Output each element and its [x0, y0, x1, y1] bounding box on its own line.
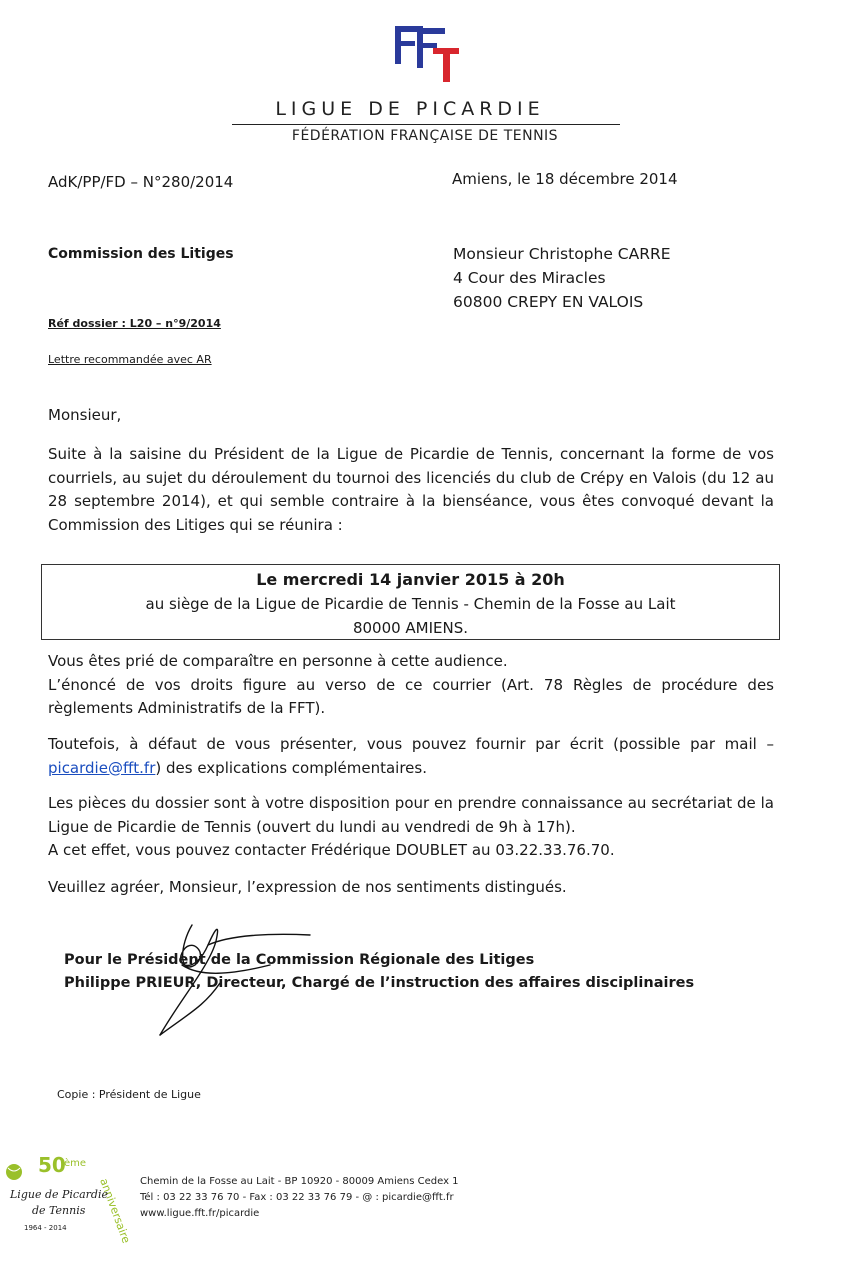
signatory-line-2: Philippe PRIEUR, Directeur, Chargé de l’instruction des affaires disciplinaires: [64, 975, 695, 991]
anniversary-number: 50: [38, 1153, 66, 1177]
footer-contact: Tél : 03 22 33 76 70 - Fax : 03 22 33 76 79 - @ : picardie@fft.fr: [140, 1192, 454, 1203]
recipient-street: 4 Cour des Miracles: [453, 269, 606, 287]
meeting-place: au siège de la Ligue de Picardie de Tennis - Chemin de la Fosse au Lait: [145, 595, 676, 613]
salutation: Monsieur,: [48, 406, 122, 424]
anniversary-script-1: Ligue de Picardie: [10, 1188, 108, 1201]
anniversary-suffix: ème: [64, 1158, 87, 1169]
email-link[interactable]: picardie@fft.fr: [48, 758, 156, 777]
anniversary-logo: [2, 1150, 133, 1255]
contact-line: A cet effet, vous pouvez contacter Frédérique DOUBLET au 03.22.33.76.70.: [48, 841, 615, 859]
anniversary-script-2: de Tennis: [32, 1204, 86, 1217]
footer-website[interactable]: www.ligue.fft.fr/picardie: [140, 1208, 260, 1219]
footer-address: Chemin de la Fosse au Lait - BP 10920 - 80009 Amiens Cedex 1: [140, 1176, 459, 1187]
registered-mail-note: Lettre recommandée avec AR: [48, 353, 212, 366]
closing-formula: Veuillez agréer, Monsieur, l’expression de nos sentiments distingués.: [48, 878, 567, 896]
paragraph-convocation: Suite à la saisine du Président de la Ligue de Picardie de Tennis, concernant la forme de vos courriels, au sujet du déroulement du tournoi des licenciés du club de Crépy en Valois (du 12 au 28 septembre 2014), et qui semble contraire à la bienséance, vous êtes convoqué devant la Commission des Litiges qui se réunira :: [48, 445, 774, 534]
documents-line: Les pièces du dossier sont à votre disposition pour en prendre connaissance au secrétariat de la Ligue de Picardie de Tennis (ouvert du lundi au vendredi de 9h à 17h).: [48, 794, 774, 836]
place-date: Amiens, le 18 décembre 2014: [452, 170, 678, 188]
appearance-line: Vous êtes prié de comparaître en personne à cette audience.: [48, 652, 508, 670]
commission-title: Commission des Litiges: [48, 246, 234, 262]
recipient-city: 60800 CREPY EN VALOIS: [453, 293, 644, 311]
meeting-box: [41, 564, 780, 640]
anniversary-word: anniversaire: [97, 1176, 133, 1246]
meeting-date: Le mercredi 14 janvier 2015 à 20h: [256, 570, 565, 589]
dossier-reference: Réf dossier : L20 – n°9/2014: [48, 317, 221, 330]
header-divider: [232, 124, 620, 125]
paragraph-documents: [48, 792, 774, 863]
paragraph-rights: [48, 650, 774, 721]
written-text-after: ) des explications complémentaires.: [155, 758, 427, 777]
rights-line: L’énoncé de vos droits figure au verso de ce courrier (Art. 78 Règles de procédure des règlements Administratifs de la FFT).: [48, 675, 774, 717]
federation-name: FÉDÉRATION FRANÇAISE DE TENNIS: [291, 128, 559, 144]
recipient-name: Monsieur Christophe CARRE: [453, 245, 671, 263]
meeting-city: 80000 AMIENS.: [352, 619, 469, 637]
copy-note: Copie : Président de Ligue: [57, 1088, 201, 1101]
fft-logo: [395, 26, 465, 86]
footer-block: [140, 1174, 459, 1222]
paragraph-written-explanations: [48, 733, 774, 780]
recipient-address: [453, 242, 671, 314]
letter-reference: AdK/PP/FD – N°280/2014: [48, 173, 234, 191]
anniversary-years: 1964 - 2014: [24, 1224, 67, 1232]
signatory-line-1: Pour le Président de la Commission Régionale des Litiges: [64, 952, 535, 968]
written-text-before: Toutefois, à défaut de vous présenter, vous pouvez fournir par écrit (possible par mail –: [48, 735, 774, 753]
league-name: LIGUE DE PICARDIE: [275, 98, 545, 120]
